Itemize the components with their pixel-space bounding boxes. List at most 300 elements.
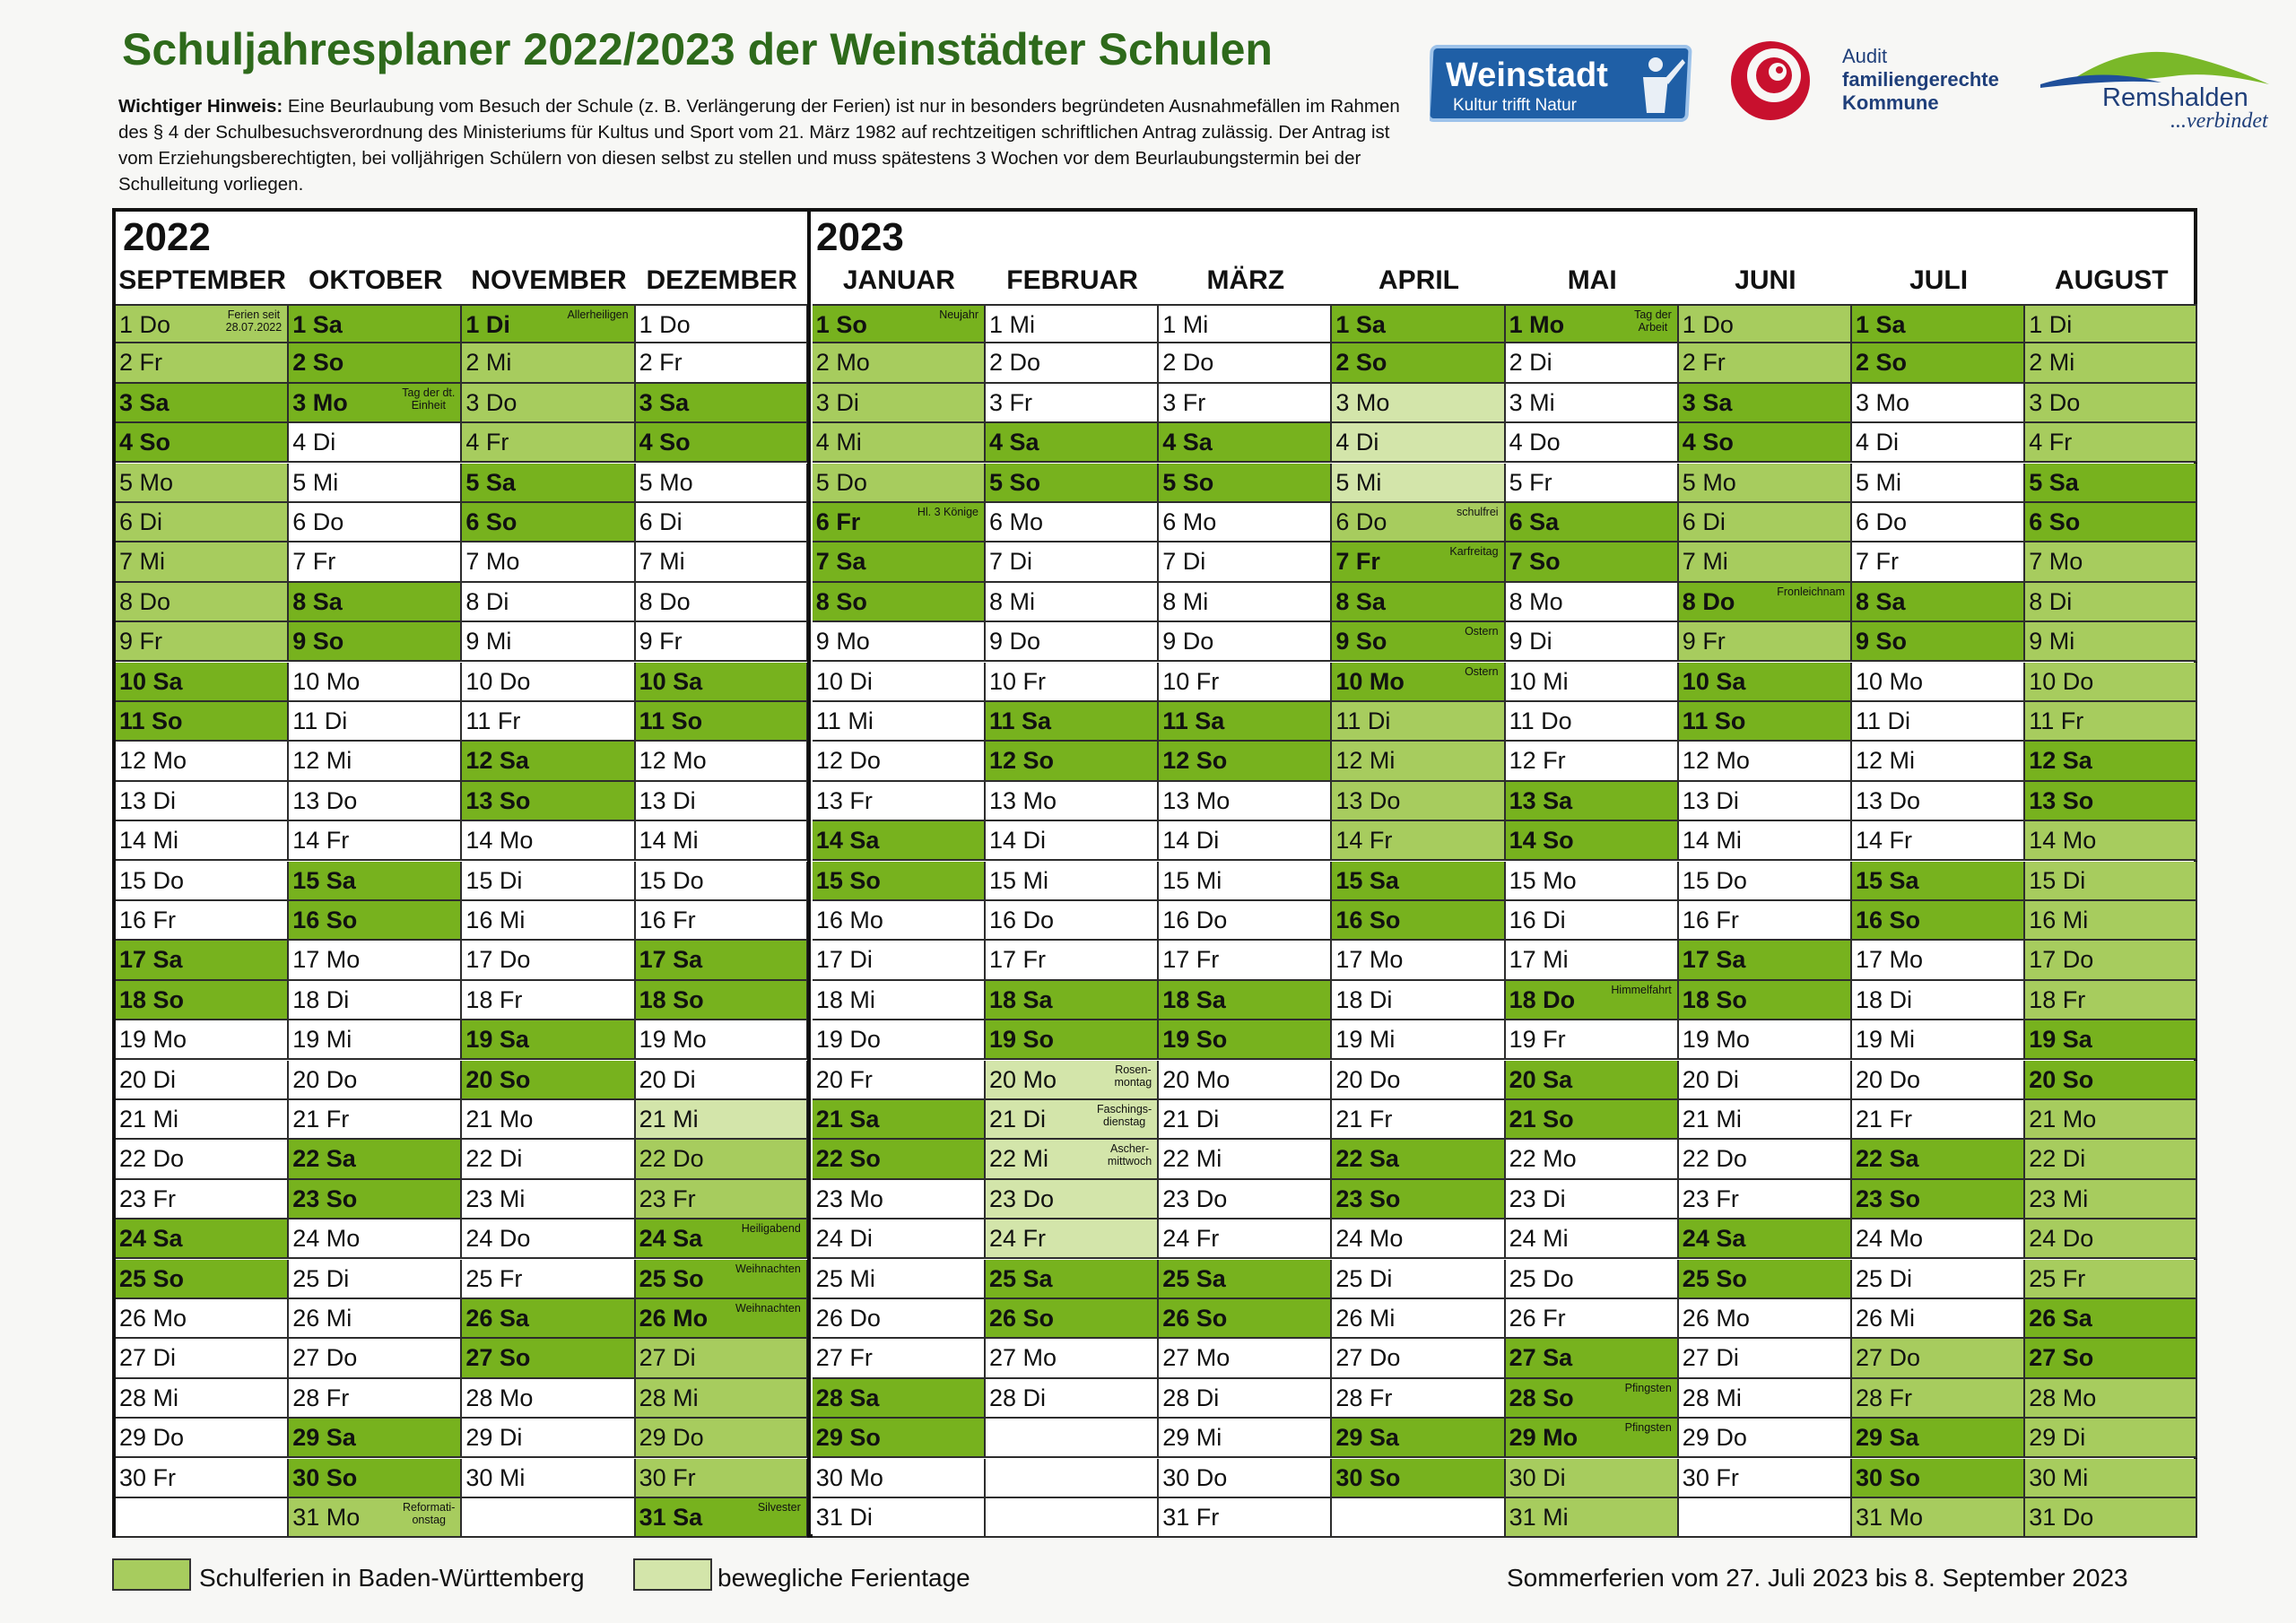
day-cell	[2025, 1459, 2197, 1498]
day-cell	[986, 304, 1159, 343]
day-label: 8 Mo	[1509, 587, 1563, 615]
day-label: 24 Mo	[1335, 1225, 1404, 1253]
day-label: 26 Mi	[1856, 1305, 1916, 1332]
day-label: 1 Sa	[1335, 311, 1386, 338]
day-label: 15 Sa	[1335, 866, 1399, 894]
day-label: 16 Do	[1162, 907, 1228, 933]
day-label: 15 So	[815, 866, 881, 894]
day-cell	[289, 1140, 462, 1179]
day-cell	[2025, 542, 2197, 582]
day-cell	[1506, 901, 1679, 941]
day-cell	[1679, 304, 1852, 343]
day-cell	[1679, 1020, 1852, 1060]
day-label: 30 Mi	[2029, 1463, 2089, 1491]
day-cell	[2025, 1339, 2197, 1378]
day-label: 4 Di	[1856, 429, 1900, 456]
day-label: 26 Mi	[1335, 1305, 1396, 1332]
day-cell	[1679, 1339, 1852, 1378]
day-label: 9 Mi	[2029, 628, 2075, 655]
day-label: 8 Mi	[1162, 587, 1209, 615]
day-label: 8 Mi	[989, 587, 1036, 615]
day-cell	[1506, 1061, 1679, 1100]
day-cell	[1159, 1140, 1332, 1179]
day-cell	[1679, 1498, 1852, 1538]
day-cell	[1159, 1459, 1332, 1498]
day-cell	[1506, 981, 1679, 1020]
day-label: 7 Fr	[1856, 548, 1900, 576]
day-cell	[116, 981, 289, 1020]
day-label: 9 Mo	[815, 628, 870, 655]
day-cell	[813, 742, 986, 781]
day-label: 20 Di	[1682, 1065, 1739, 1093]
day-label: 18 Fr	[2029, 985, 2086, 1013]
day-cell	[813, 1260, 986, 1299]
day-cell	[1159, 1498, 1332, 1538]
day-cell	[1332, 503, 1505, 542]
notice-label: Wichtiger Hinweis:	[118, 96, 283, 117]
day-cell	[1506, 702, 1679, 742]
day-cell	[636, 1498, 808, 1538]
day-cell	[1159, 622, 1332, 662]
day-label: 28 Mo	[465, 1384, 534, 1411]
holiday-note: Allerheiligen	[567, 308, 629, 321]
year-2022-label: 2022	[123, 215, 211, 259]
day-cell	[2025, 464, 2197, 503]
day-label: 12 Sa	[2029, 747, 2092, 775]
day-label: 20 Mo	[989, 1065, 1057, 1093]
day-label: 20 Do	[292, 1065, 358, 1093]
day-label: 28 So	[1509, 1384, 1574, 1411]
day-cell	[1159, 343, 1332, 383]
day-label: 29 Di	[2029, 1424, 2086, 1452]
day-cell	[462, 782, 635, 821]
day-cell	[1159, 1180, 1332, 1219]
day-cell	[636, 1061, 808, 1100]
day-cell	[1679, 1219, 1852, 1259]
day-label: 2 Di	[1509, 349, 1552, 377]
day-label: 17 Sa	[119, 946, 183, 974]
day-cell	[1332, 1219, 1505, 1259]
weinstadt-logo	[1430, 41, 1693, 124]
day-label: 19 So	[989, 1026, 1055, 1054]
day-label: 18 So	[119, 985, 185, 1013]
day-cell	[289, 702, 462, 742]
day-label: 21 Fr	[1856, 1106, 1913, 1133]
day-label: 6 Mo	[1162, 508, 1217, 535]
day-cell	[1332, 981, 1505, 1020]
day-label: 30 Mo	[815, 1463, 883, 1491]
day-cell	[1159, 1020, 1332, 1060]
day-cell	[2025, 742, 2197, 781]
day-cell	[1159, 821, 1332, 861]
day-label: 21 Di	[1162, 1106, 1220, 1133]
day-cell	[1679, 1061, 1852, 1100]
day-cell	[813, 901, 986, 941]
day-cell	[2025, 941, 2197, 980]
day-cell	[1159, 384, 1332, 423]
day-cell	[636, 304, 808, 343]
day-label: 4 Di	[292, 429, 336, 456]
day-label: 7 Mi	[1682, 548, 1728, 576]
day-cell	[1506, 622, 1679, 662]
day-cell	[1679, 782, 1852, 821]
day-cell	[462, 1061, 635, 1100]
day-label: 31 Mo	[292, 1504, 361, 1531]
holiday-note: Ostern	[1465, 664, 1499, 678]
remshalden-name: Remshalden	[2102, 83, 2248, 112]
day-cell	[1852, 304, 2025, 343]
day-label: 27 Mo	[1162, 1344, 1231, 1372]
day-cell	[2025, 1180, 2197, 1219]
day-cell	[636, 663, 808, 702]
day-cell	[1332, 663, 1505, 702]
important-notice	[118, 93, 1410, 197]
month-header: FEBRUAR	[1006, 265, 1138, 295]
day-label: 9 Fr	[119, 628, 163, 655]
day-cell	[636, 941, 808, 980]
day-cell	[986, 1100, 1159, 1140]
day-label: 4 Sa	[989, 429, 1039, 456]
month-header: JULI	[1909, 265, 1969, 295]
day-label: 24 Fr	[989, 1225, 1047, 1253]
day-cell	[1679, 941, 1852, 980]
day-cell	[1852, 1260, 2025, 1299]
day-cell	[116, 343, 289, 383]
day-label: 11 Di	[1335, 707, 1391, 734]
day-cell	[2025, 862, 2197, 901]
day-label: 29 Do	[639, 1424, 704, 1452]
day-cell	[636, 901, 808, 941]
day-cell	[1159, 542, 1332, 582]
day-label: 31 Do	[2029, 1504, 2094, 1531]
day-cell	[2025, 1100, 2197, 1140]
day-cell	[813, 622, 986, 662]
day-label: 28 Fr	[1335, 1384, 1393, 1411]
day-cell	[462, 742, 635, 781]
day-label: 2 Do	[1162, 349, 1214, 377]
day-cell	[813, 503, 986, 542]
day-cell	[116, 1140, 289, 1179]
day-label: 18 Sa	[1162, 985, 1226, 1013]
day-label: 1 Sa	[292, 311, 343, 338]
day-cell	[1332, 782, 1505, 821]
day-cell	[986, 464, 1159, 503]
day-label: 3 Di	[815, 388, 859, 416]
day-cell	[1159, 583, 1332, 622]
day-cell	[462, 1100, 635, 1140]
day-cell	[813, 981, 986, 1020]
day-cell	[116, 583, 289, 622]
day-cell	[289, 343, 462, 383]
day-cell	[1852, 1219, 2025, 1259]
day-label: 31 Sa	[639, 1504, 703, 1531]
day-cell	[1332, 1299, 1505, 1339]
day-cell	[1852, 1498, 2025, 1538]
day-label: 7 Di	[989, 548, 1033, 576]
day-label: 22 Do	[119, 1145, 185, 1173]
day-cell	[116, 1061, 289, 1100]
day-label: 11 Sa	[989, 707, 1052, 734]
day-label: 6 Di	[119, 508, 163, 535]
day-label: 18 Fr	[465, 985, 523, 1013]
day-cell	[1332, 941, 1505, 980]
day-label: 1 Mo	[1509, 311, 1565, 338]
holiday-note: Hl. 3 Könige	[917, 506, 978, 518]
holiday-note: Tag der Arbeit	[1634, 308, 1672, 334]
day-label: 10 Fr	[1162, 667, 1220, 695]
day-label: 26 Mo	[639, 1305, 709, 1332]
day-cell	[1506, 1498, 1679, 1538]
day-label: 20 Do	[1335, 1065, 1401, 1093]
day-cell	[462, 1419, 635, 1458]
day-cell	[1852, 941, 2025, 980]
day-cell	[289, 304, 462, 343]
day-cell	[116, 663, 289, 702]
day-cell	[986, 1260, 1159, 1299]
day-label: 13 Fr	[815, 786, 873, 814]
day-label: 25 So	[1682, 1264, 1747, 1292]
day-label: 23 Fr	[119, 1185, 177, 1212]
day-label: 2 So	[1856, 349, 1908, 377]
day-label: 28 Di	[1162, 1384, 1220, 1411]
day-cell	[1159, 1260, 1332, 1299]
day-label: 19 Mi	[1335, 1026, 1396, 1054]
day-cell	[1332, 384, 1505, 423]
day-label: 7 Fr	[292, 548, 336, 576]
day-label: 11 So	[119, 707, 183, 734]
day-label: 22 Sa	[1335, 1145, 1399, 1173]
day-label: 19 Mi	[1856, 1026, 1916, 1054]
day-label: 16 Fr	[119, 907, 177, 933]
day-cell	[1679, 622, 1852, 662]
notice-text: Eine Beurlaubung vom Besuch der Schule (z. B. Verlängerung der Ferien) ist nur in besonders begründeten Ausnahmefällen im Rahmen des § 4 der Schulbesuchsverordnung des Ministeriums für Kultus und Sport vom 21. März 1982 auf rechtzeitigen schriftlichen Antrag zulässig. Der Antrag ist vom Erziehungsberechtigten, bei volljährigen Schülern von diesen selbst zu stellen und muss spätestens 3 Wochen vor dem Beurlaubungstermin bei der Schulleitung vorliegen.	[118, 96, 1400, 195]
day-cell	[289, 1419, 462, 1458]
day-cell	[813, 782, 986, 821]
day-label: 3 Fr	[1162, 388, 1206, 416]
day-label: 3 Mi	[1509, 388, 1555, 416]
day-cell	[986, 1339, 1159, 1378]
day-cell	[986, 941, 1159, 980]
day-label: 27 Di	[639, 1344, 696, 1372]
day-cell	[1159, 503, 1332, 542]
day-label: 17 Do	[465, 946, 531, 974]
day-label: 27 Do	[292, 1344, 358, 1372]
day-label: 26 Mo	[1682, 1305, 1750, 1332]
day-label: 3 Mo	[292, 388, 348, 416]
day-label: 19 Mo	[639, 1026, 707, 1054]
day-label: 8 Sa	[1335, 587, 1386, 615]
day-cell	[2025, 583, 2197, 622]
day-label: 19 Mo	[119, 1026, 187, 1054]
page-title: Schuljahresplaner 2022/2023 der Weinstädter Schulen	[122, 24, 1273, 74]
day-cell	[462, 1020, 635, 1060]
day-cell	[2025, 343, 2197, 383]
day-cell	[289, 1339, 462, 1378]
day-cell	[1852, 464, 2025, 503]
day-cell	[636, 1379, 808, 1419]
day-cell	[636, 862, 808, 901]
day-cell	[1506, 1020, 1679, 1060]
day-label: 10 Sa	[1682, 667, 1746, 695]
day-label: 8 Sa	[292, 587, 343, 615]
day-cell	[1852, 1180, 2025, 1219]
day-label: 25 So	[639, 1264, 704, 1292]
day-label: 9 So	[1856, 628, 1908, 655]
day-cell	[813, 1219, 986, 1259]
day-cell	[1679, 1100, 1852, 1140]
day-label: 3 Do	[465, 388, 517, 416]
day-label: 14 Mi	[119, 827, 179, 855]
day-label: 13 Do	[1335, 786, 1401, 814]
day-cell	[462, 1219, 635, 1259]
day-label: 11 Sa	[1162, 707, 1225, 734]
day-label: 18 Mi	[815, 985, 875, 1013]
day-cell	[1159, 782, 1332, 821]
day-cell	[116, 1379, 289, 1419]
day-label: 25 Di	[1856, 1264, 1913, 1292]
day-label: 2 Mi	[2029, 349, 2075, 377]
day-label: 6 Do	[1335, 508, 1387, 535]
day-label: 1 So	[815, 311, 867, 338]
day-cell	[2025, 901, 2197, 941]
day-cell	[2025, 981, 2197, 1020]
day-cell	[2025, 622, 2197, 662]
day-cell	[1506, 1260, 1679, 1299]
calendar-grid	[112, 208, 2197, 1538]
day-label: 13 Sa	[1509, 786, 1573, 814]
day-cell	[636, 1299, 808, 1339]
day-cell	[289, 981, 462, 1020]
day-cell	[1506, 583, 1679, 622]
day-label: 11 Do	[1509, 707, 1572, 734]
day-cell	[1852, 1379, 2025, 1419]
day-cell	[462, 464, 635, 503]
day-label: 28 Mi	[119, 1384, 179, 1411]
day-cell	[462, 1498, 635, 1538]
day-label: 26 So	[1162, 1305, 1228, 1332]
holiday-note: Weihnachten	[735, 1262, 801, 1275]
year-divider	[807, 212, 811, 1538]
weinstadt-logo-tagline: Kultur trifft Natur	[1453, 96, 1577, 115]
day-cell	[813, 663, 986, 702]
holiday-note: Ostern	[1465, 625, 1499, 638]
day-label: 15 Mo	[1509, 866, 1577, 894]
day-label: 12 Mo	[639, 747, 707, 775]
day-cell	[1159, 423, 1332, 463]
day-cell	[1679, 821, 1852, 861]
day-label: 17 Sa	[639, 946, 703, 974]
day-label: 7 Mi	[639, 548, 685, 576]
day-label: 5 Do	[815, 468, 867, 496]
day-cell	[2025, 1020, 2197, 1060]
day-cell	[1679, 542, 1852, 582]
day-cell	[1506, 503, 1679, 542]
day-label: 13 So	[2029, 786, 2094, 814]
day-cell	[289, 901, 462, 941]
day-cell	[1852, 622, 2025, 662]
legend-label-holidays: Schulferien in Baden-Württemberg	[199, 1564, 585, 1592]
day-label: 25 Di	[292, 1264, 350, 1292]
day-cell	[986, 1061, 1159, 1100]
day-cell	[1506, 343, 1679, 383]
day-label: 7 Sa	[815, 548, 866, 576]
day-cell	[289, 862, 462, 901]
day-cell	[986, 1419, 1159, 1458]
day-cell	[1852, 1419, 2025, 1458]
day-label: 4 Sa	[1162, 429, 1213, 456]
day-label: 9 Di	[1509, 628, 1552, 655]
day-cell	[813, 1498, 986, 1538]
day-label: 22 Sa	[292, 1145, 356, 1173]
day-label: 28 Di	[989, 1384, 1047, 1411]
day-cell	[1159, 1419, 1332, 1458]
day-cell	[289, 384, 462, 423]
day-cell	[636, 583, 808, 622]
day-cell	[986, 901, 1159, 941]
day-label: 12 Fr	[1509, 747, 1566, 775]
day-label: 16 Fr	[1682, 907, 1739, 933]
day-label: 29 Sa	[1856, 1424, 1919, 1452]
day-cell	[986, 622, 1159, 662]
day-label: 15 Mi	[1162, 866, 1222, 894]
day-label: 14 Di	[989, 827, 1047, 855]
day-label: 26 So	[989, 1305, 1055, 1332]
day-label: 21 Mi	[1682, 1106, 1742, 1133]
day-label: 28 Fr	[1856, 1384, 1913, 1411]
day-label: 21 Di	[989, 1106, 1047, 1133]
day-label: 23 Fr	[639, 1185, 696, 1212]
day-cell	[1679, 1419, 1852, 1458]
day-label: 10 Mo	[1856, 667, 1924, 695]
day-cell	[636, 1260, 808, 1299]
holiday-note: Neujahr	[939, 308, 978, 321]
day-label: 30 Fr	[1682, 1463, 1739, 1491]
day-cell	[986, 782, 1159, 821]
day-label: 11 So	[639, 707, 703, 734]
day-label: 30 So	[1856, 1463, 1921, 1491]
day-cell	[636, 464, 808, 503]
day-cell	[986, 702, 1159, 742]
day-label: 27 Do	[1856, 1344, 1921, 1372]
day-cell	[813, 1061, 986, 1100]
day-cell	[1332, 1180, 1505, 1219]
day-cell	[1159, 862, 1332, 901]
day-label: 4 Di	[1335, 429, 1379, 456]
day-label: 15 Do	[639, 866, 704, 894]
day-label: 20 Fr	[815, 1065, 873, 1093]
day-cell	[116, 1100, 289, 1140]
day-cell	[2025, 1498, 2197, 1538]
day-cell	[1159, 1100, 1332, 1140]
day-cell	[2025, 503, 2197, 542]
day-label: 6 Do	[1856, 508, 1908, 535]
day-label: 13 So	[465, 786, 531, 814]
holiday-note: Himmelfahrt	[1611, 983, 1672, 996]
day-cell	[1852, 1299, 2025, 1339]
day-cell	[813, 862, 986, 901]
day-cell	[462, 503, 635, 542]
day-cell	[813, 1339, 986, 1378]
day-cell	[462, 941, 635, 980]
day-cell	[813, 1419, 986, 1458]
weinstadt-logo-name: Weinstadt	[1446, 56, 1608, 94]
holiday-note: Pfingsten	[1624, 1421, 1672, 1435]
day-cell	[813, 542, 986, 582]
day-cell	[116, 384, 289, 423]
day-label: 30 So	[1335, 1463, 1401, 1491]
summer-holiday-note: Sommerferien vom 27. Juli 2023 bis 8. September 2023	[1507, 1564, 2128, 1592]
day-label: 22 Mo	[1509, 1145, 1577, 1173]
